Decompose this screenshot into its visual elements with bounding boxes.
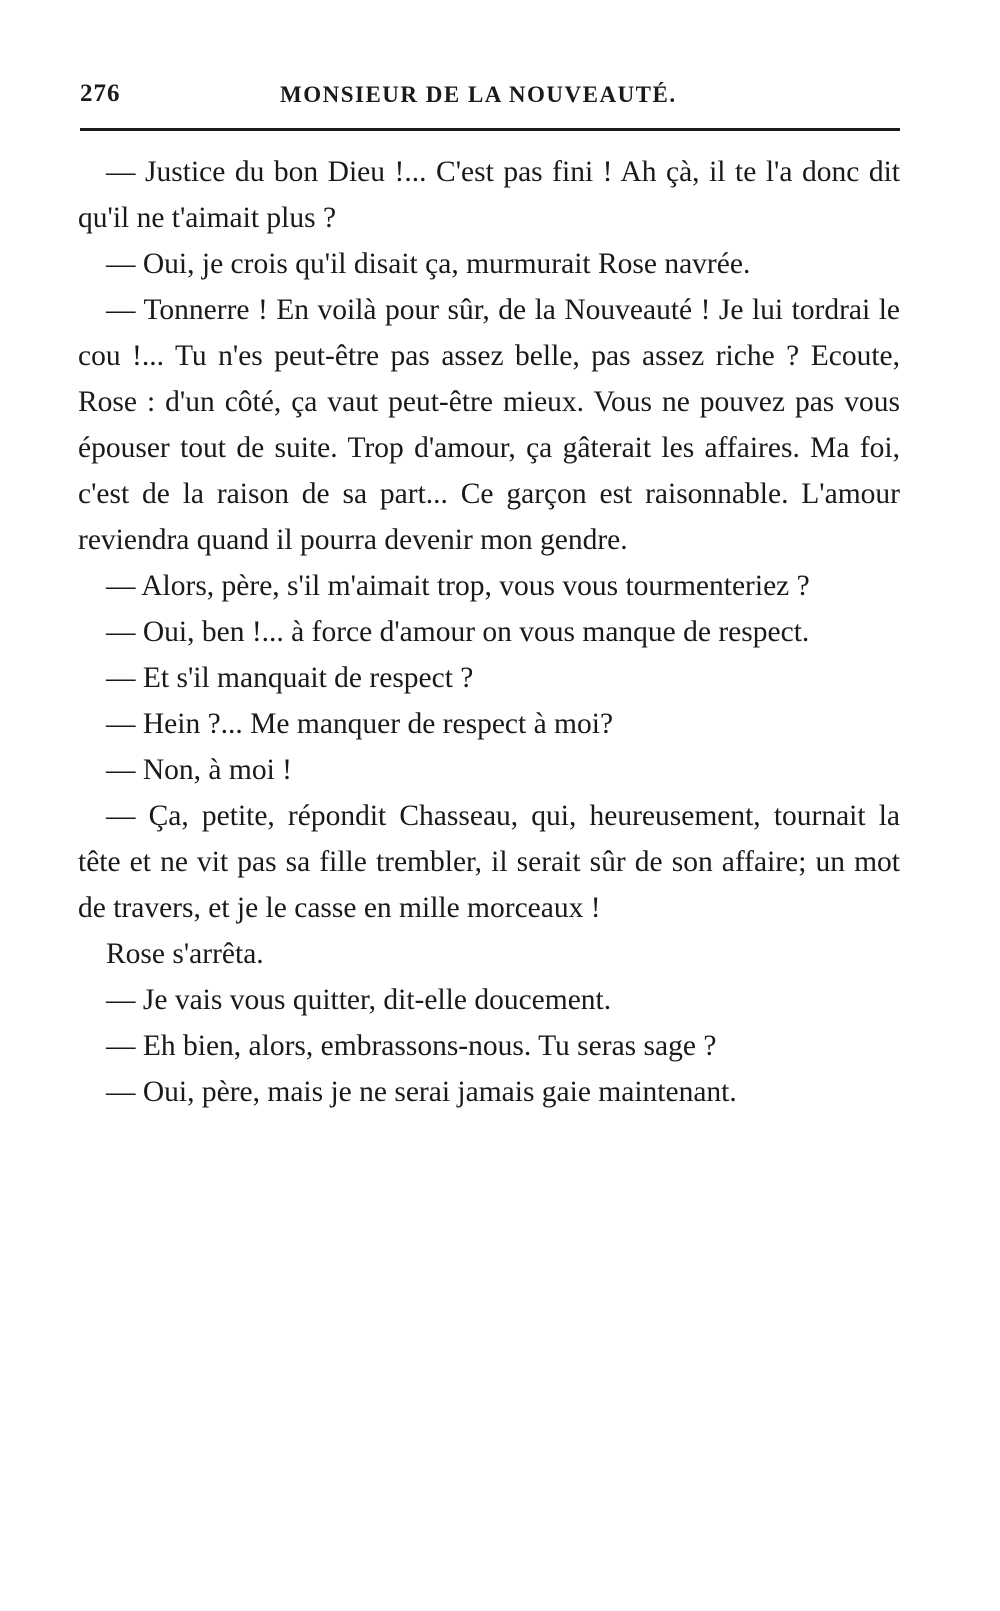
page-number: 276 <box>80 80 121 107</box>
paragraph: — Et s'il manquait de respect ? <box>106 662 474 694</box>
paragraph: — Non, à moi ! <box>106 754 292 786</box>
paragraph: — Tonnerre ! En voilà pour sûr, de la Nouveauté ! Je lui tordrai le cou !... Tu n'es peut-être pas assez belle, pas assez riche ? Ecoute, Rose : d'un côté, ça vaut peut-être mieux. Vous ne pouvez pas vous épouser tout de suite. Trop d'amour, ça gâterait les affaires. Ma foi, c'est de la raison de sa part... Ce garçon est raisonnable. L'amour reviendra quand il pourra devenir mon gendre. <box>78 294 900 556</box>
paragraph: — Oui, ben !... à force d'amour on vous manque de respect. <box>106 616 810 648</box>
paragraph: — Justice du bon Dieu !... C'est pas fini ! Ah çà, il te l'a donc dit qu'il ne t'aimait plus ? <box>78 156 900 234</box>
paragraph: — Oui, je crois qu'il disait ça, murmurait Rose navrée. <box>106 248 751 280</box>
paragraph: — Oui, père, mais je ne serai jamais gaie maintenant. <box>106 1076 737 1108</box>
paragraph: Rose s'arrêta. <box>106 938 264 970</box>
page-header <box>80 80 900 120</box>
paragraph: — Je vais vous quitter, dit-elle doucement. <box>106 984 612 1016</box>
running-title: MONSIEUR DE LA NOUVEAUTÉ. <box>280 82 677 107</box>
header-rule <box>80 128 900 131</box>
paragraph: — Alors, père, s'il m'aimait trop, vous vous tourmenteriez ? <box>106 570 810 602</box>
paragraph: — Ça, petite, répondit Chasseau, qui, heureusement, tournait la tête et ne vit pas sa fille trembler, il serait sûr de son affaire; un mot de travers, et je le casse en mille morceaux ! <box>78 800 900 924</box>
body-text <box>78 149 900 1115</box>
paragraph: — Hein ?... Me manquer de respect à moi? <box>106 708 614 740</box>
paragraph: — Eh bien, alors, embrassons-nous. Tu seras sage ? <box>106 1030 717 1062</box>
